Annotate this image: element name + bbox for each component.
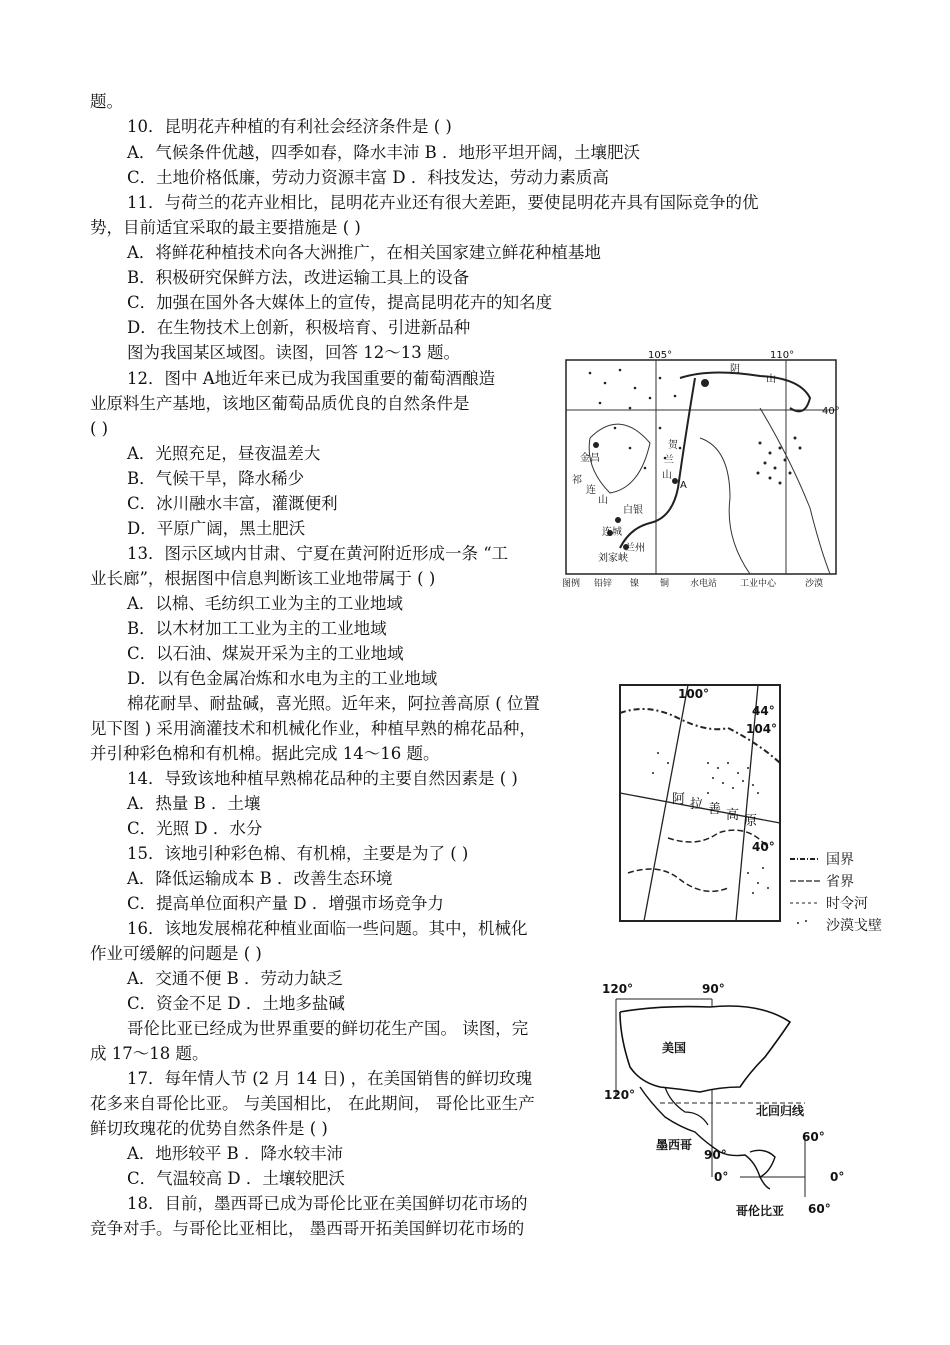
option: C．冰川融水丰富，灌溉便利 xyxy=(127,494,338,513)
option: C．气温较高 D ．土壤较肥沃 xyxy=(127,1169,345,1188)
lon-60-right-label: 60° xyxy=(802,1130,825,1144)
option: A．地形较平 B ．降水较丰沛 xyxy=(127,1144,344,1163)
text-line: 成 17～18 题。 xyxy=(90,1044,209,1063)
legend-item: 水电站 xyxy=(690,579,718,589)
place-a-label: A xyxy=(680,480,687,491)
question-15: 15．该地引种彩色棉、有机棉，主要是为了 ( ) xyxy=(127,844,469,863)
option: B．气候干旱，降水稀少 xyxy=(127,469,305,488)
text-line: 并引种彩色棉和有机棉。据此完成 14～16 题。 xyxy=(90,744,440,763)
option: C．以石油、煤炭开采为主的工业地域 xyxy=(127,644,404,663)
region-char: 阿 xyxy=(672,792,686,807)
text-line: 见下图 ) 采用滴灌技术和机械化作业，种植早熟的棉花品种， xyxy=(90,719,536,738)
region-char: 拉 xyxy=(690,797,704,812)
place-label: 山 xyxy=(598,495,608,506)
usa-label: 美国 xyxy=(662,1041,687,1055)
lon-100-label: 100° xyxy=(678,687,710,701)
legend-item: 镍 xyxy=(630,579,640,589)
region-map xyxy=(560,348,842,590)
legend-item: 铅锌 xyxy=(594,579,613,589)
place-label: 兰州 xyxy=(625,543,645,554)
lat-0-right-label: 0° xyxy=(830,1170,845,1184)
text-line: 业长廊”，根据图中信息判断该工业地带属于 ( ) xyxy=(90,569,436,588)
legend-item: 工业中心 xyxy=(740,579,777,589)
text-line: 棉花耐旱、耐盐碱，喜光照。近年来，阿拉善高原 ( 位置 xyxy=(127,694,540,713)
place-label: 白银 xyxy=(623,505,643,516)
place-label: 山 xyxy=(766,374,776,385)
option: A．降低运输成本 B ．改善生态环境 xyxy=(127,869,393,888)
option: D．平原广阔，黑土肥沃 xyxy=(127,519,306,538)
question-17: 17．每年情人节 (2 月 14 日) ，在美国销售的鲜切玫瑰 xyxy=(127,1069,533,1088)
place-label: 贺 xyxy=(668,440,678,451)
legend-item: 铜 xyxy=(660,579,670,589)
region-char: 善 xyxy=(708,802,722,817)
legend-item: 省界 xyxy=(826,874,854,890)
text-line: ( ) xyxy=(90,419,109,438)
question-12: 12．图中 A地近年来已成为我国重要的葡萄酒酿造 xyxy=(127,369,496,388)
option: A．气候条件优越，四季如春，降水丰沛 B ．地形平坦开阔，土壤肥沃 xyxy=(127,143,641,162)
lon-110-label: 110° xyxy=(770,350,795,361)
lon-60-bottom-label: 60° xyxy=(808,1202,831,1216)
option: C．土地价格低廉，劳动力资源丰富 D ．科技发达，劳动力素质高 xyxy=(127,168,609,187)
lon-120-left-label: 120° xyxy=(604,1088,636,1102)
place-label: 祁 xyxy=(572,475,582,486)
lat-44-label: 44° xyxy=(752,704,775,718)
option: A．以棉、毛纺织工业为主的工业地域 xyxy=(127,594,403,613)
lon-90-mid-label: 90° xyxy=(704,1148,727,1162)
americas-map xyxy=(590,977,866,1225)
text-line: 图为我国某区域图。读图，回答 12～13 题。 xyxy=(127,343,460,362)
legend-item: 沙漠戈壁 xyxy=(826,918,882,934)
option: C．光照 D ．水分 xyxy=(127,819,263,838)
lon-105-label: 105° xyxy=(648,350,673,361)
place-label: 兰 xyxy=(664,455,674,466)
option: B．以木材加工工业为主的工业地域 xyxy=(127,619,387,638)
text-line: 花多来自哥伦比亚。 与美国相比， 在此期间， 哥伦比亚生产 xyxy=(90,1094,535,1113)
tropic-label: 北回归线 xyxy=(756,1104,805,1118)
region-char: 原 xyxy=(744,814,758,829)
alxa-plateau-map xyxy=(608,673,906,939)
legend-item: 国界 xyxy=(826,852,854,868)
text-line: 作业可缓解的问题是 ( ) xyxy=(90,944,262,963)
option: D．以有色金属冶炼和水电为主的工业地域 xyxy=(127,669,438,688)
text-line: 势，目前适宜采取的最主要措施是 ( ) xyxy=(90,218,361,237)
place-label: 刘家峡 xyxy=(598,553,628,564)
option: A．交通不便 B ．劳动力缺乏 xyxy=(127,969,344,988)
option: C．加强在国外各大媒体上的宣传，提高昆明花卉的知名度 xyxy=(127,293,553,312)
question-11: 11．与荷兰的花卉业相比，昆明花卉业还有很大差距，要使昆明花卉具有国际竞争的优 xyxy=(127,193,759,212)
legend-item: 沙漠 xyxy=(805,579,824,589)
lon-90-label: 90° xyxy=(702,982,725,996)
place-label: 阴 xyxy=(730,364,740,375)
option: C．资金不足 D ．土地多盐碱 xyxy=(127,994,345,1013)
option: A．热量 B ．土壤 xyxy=(127,794,261,813)
colombia-label: 哥伦比亚 xyxy=(736,1204,785,1218)
option: A．光照充足，昼夜温差大 xyxy=(127,444,321,463)
place-label: 金昌 xyxy=(580,453,600,464)
option: B．积极研究保鲜方法，改进运输工具上的设备 xyxy=(127,268,470,287)
legend-title: 图例 xyxy=(562,579,581,589)
lon-120-label: 120° xyxy=(602,982,634,996)
question-14: 14．导致该地种植早熟棉花品种的主要自然因素是 ( ) xyxy=(127,769,518,788)
region-char: 高 xyxy=(726,808,740,823)
lon-104-label: 104° xyxy=(746,722,778,736)
text-line: 竞争对手。与哥伦比亚相比， 墨西哥开拓美国鲜切花市场的 xyxy=(90,1219,525,1238)
question-10: 10．昆明花卉种植的有利社会经济条件是 ( ) xyxy=(127,117,452,136)
text-line: 鲜切玫瑰花的优势自然条件是 ( ) xyxy=(90,1119,328,1138)
option: D．在生物技术上创新，积极培育、引进新品种 xyxy=(127,318,471,337)
question-13: 13．图示区域内甘肃、宁夏在黄河附近形成一条 “工 xyxy=(127,544,509,563)
text-line: 题。 xyxy=(90,92,123,111)
option: A．将鲜花种植技术向各大洲推广，在相关国家建立鲜花种植基地 xyxy=(127,243,601,262)
place-label: 连城 xyxy=(602,527,622,538)
text-line: 哥伦比亚已经成为世界重要的鲜切花生产国。 读图，完 xyxy=(127,1019,529,1038)
place-label: 山 xyxy=(662,470,672,481)
legend-item: 时令河 xyxy=(826,896,868,912)
lat-40-label: 40° xyxy=(752,840,775,854)
question-16: 16．该地发展棉花种植业面临一些问题。其中，机械化 xyxy=(127,919,528,938)
question-18: 18．目前，墨西哥已成为哥伦比亚在美国鲜切花市场的 xyxy=(127,1194,528,1213)
option: C．提高单位面积产量 D ．增强市场竞争力 xyxy=(127,894,444,913)
lat-0-left-label: 0° xyxy=(714,1170,729,1184)
text-line: 业原料生产基地，该地区葡萄品质优良的自然条件是 xyxy=(90,394,470,413)
mexico-label: 墨西哥 xyxy=(656,1138,693,1152)
place-label: 连 xyxy=(586,485,596,496)
lat-40-label: 40° xyxy=(822,406,840,417)
